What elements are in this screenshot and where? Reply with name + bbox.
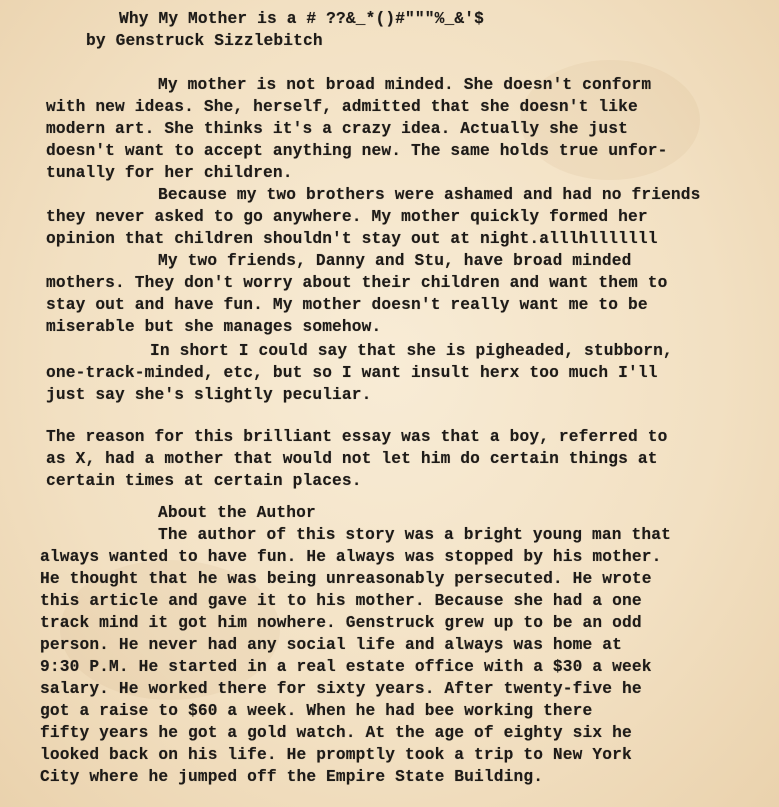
text-line: they never asked to go anywhere. My mother quickly formed her xyxy=(46,208,648,226)
text-line: always wanted to have fun. He always was stopped by his mother. xyxy=(40,548,662,566)
text-line: one-track-minded, etc, but so I want insult herx too much I'll xyxy=(46,364,658,382)
text-line: got a raise to $60 a week. When he had bee working there xyxy=(40,702,593,720)
about-author-heading: About the Author xyxy=(158,504,316,522)
text-line: My two friends, Danny and Stu, have broad minded xyxy=(158,252,632,270)
text-line: fifty years he got a gold watch. At the age of eighty six he xyxy=(40,724,632,742)
text-line: In short I could say that she is pigheaded, stubborn, xyxy=(150,342,673,360)
text-line: doesn't want to accept anything new. The same holds true unfor- xyxy=(46,142,668,160)
text-line: track mind it got him nowhere. Genstruck grew up to be an odd xyxy=(40,614,642,632)
text-line: person. He never had any social life and always was home at xyxy=(40,636,622,654)
text-line: as X, had a mother that would not let him do certain things at xyxy=(46,450,658,468)
text-line: City where he jumped off the Empire State Building. xyxy=(40,768,544,786)
byline: by Genstruck Sizzlebitch xyxy=(86,32,323,50)
text-line: looked back on his life. He promptly took a trip to New York xyxy=(40,746,632,764)
text-line: opinion that children shouldn't stay out at night.alllhlllllll xyxy=(46,230,658,248)
text-line: My mother is not broad minded. She doesn't conform xyxy=(158,76,652,94)
text-line: stay out and have fun. My mother doesn't really want me to be xyxy=(46,296,648,314)
text-line: just say she's slightly peculiar. xyxy=(46,386,372,404)
text-line: modern art. She thinks it's a crazy idea. Actually she just xyxy=(46,120,628,138)
text-line: with new ideas. She, herself, admitted that she doesn't like xyxy=(46,98,638,116)
text-line: mothers. They don't worry about their children and want them to xyxy=(46,274,668,292)
text-line: this article and gave it to his mother. Because she had a one xyxy=(40,592,642,610)
text-line: miserable but she manages somehow. xyxy=(46,318,382,336)
text-line: 9:30 P.M. He started in a real estate office with a $30 a week xyxy=(40,658,652,676)
text-line: Because my two brothers were ashamed and had no friends xyxy=(158,186,701,204)
text-line: The reason for this brilliant essay was that a boy, referred to xyxy=(46,428,668,446)
text-line: salary. He worked there for sixty years. After twenty-five he xyxy=(40,680,642,698)
text-line: The author of this story was a bright young man that xyxy=(158,526,671,544)
text-line: tunally for her children. xyxy=(46,164,293,182)
text-line: certain times at certain places. xyxy=(46,472,362,490)
text-line: He thought that he was being unreasonably persecuted. He wrote xyxy=(40,570,652,588)
essay-title: Why My Mother is a # ??&_*()#"""%_&'$ xyxy=(119,10,484,28)
